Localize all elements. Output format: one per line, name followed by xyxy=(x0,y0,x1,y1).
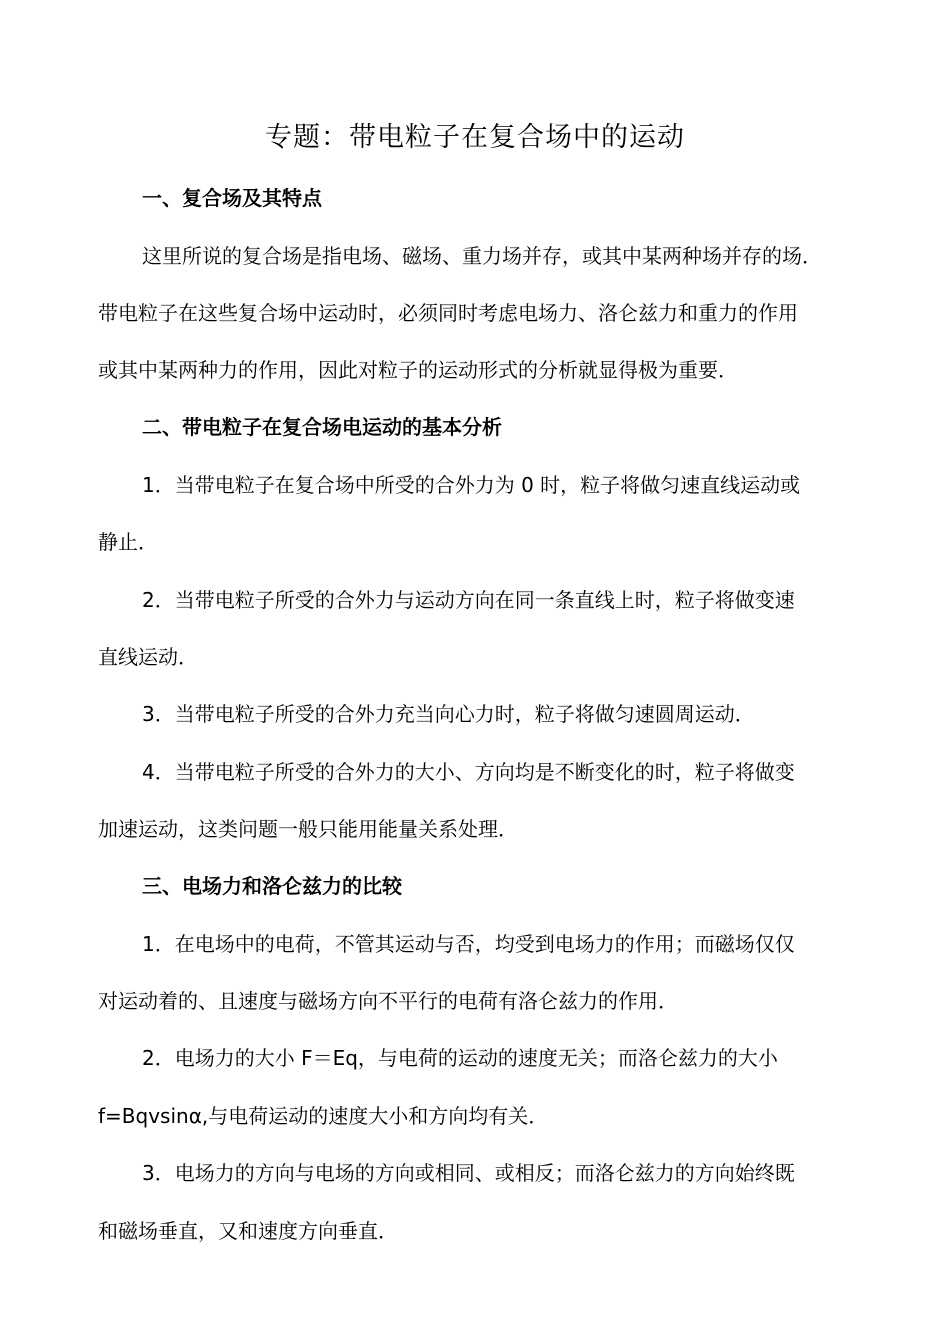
paragraph-line: 2．当带电粒子所受的合外力与运动方向在同一条直线上时，粒子将做变速 xyxy=(142,588,795,612)
paragraph-line: 和磁场垂直，又和速度方向垂直． xyxy=(98,1219,398,1243)
page-title: 专题：带电粒子在复合场中的运动 xyxy=(265,122,685,153)
paragraph-line: 加速运动，这类问题一般只能用能量关系处理． xyxy=(98,817,518,841)
paragraph-line: f=Bqvsinα,与电荷运动的速度大小和方向均有关． xyxy=(98,1104,549,1128)
section-heading-1: 一、复合场及其特点 xyxy=(142,186,322,210)
paragraph-line: 直线运动． xyxy=(98,645,198,669)
paragraph-line: 这里所说的复合场是指电场、磁场、重力场并存，或其中某两种场并存的场． xyxy=(142,244,822,268)
paragraph-line: 3．电场力的方向与电场的方向或相同、或相反；而洛仑兹力的方向始终既 xyxy=(142,1161,795,1185)
paragraph-line: 或其中某两种力的作用，因此对粒子的运动形式的分析就显得极为重要． xyxy=(98,358,738,382)
paragraph-line: 1．在电场中的电荷，不管其运动与否，均受到电场力的作用；而磁场仅仅 xyxy=(142,932,795,956)
paragraph-line: 4．当带电粒子所受的合外力的大小、方向均是不断变化的时，粒子将做变 xyxy=(142,760,795,784)
section-heading-2: 二、带电粒子在复合场电运动的基本分析 xyxy=(142,415,502,439)
paragraph-line: 1．当带电粒子在复合场中所受的合外力为 0 时，粒子将做匀速直线运动或 xyxy=(142,473,801,497)
section-heading-3: 三、电场力和洛仑兹力的比较 xyxy=(142,874,402,898)
paragraph-line: 带电粒子在这些复合场中运动时，必须同时考虑电场力、洛仑兹力和重力的作用 xyxy=(98,301,798,325)
paragraph-line: 对运动着的、且速度与磁场方向不平行的电荷有洛仑兹力的作用． xyxy=(98,989,678,1013)
paragraph-line: 3．当带电粒子所受的合外力充当向心力时，粒子将做匀速圆周运动． xyxy=(142,702,755,726)
paragraph-line: 2．电场力的大小 F＝Eq，与电荷的运动的速度无关；而洛仑兹力的大小 xyxy=(142,1046,778,1070)
paragraph-line: 静止． xyxy=(98,530,158,554)
